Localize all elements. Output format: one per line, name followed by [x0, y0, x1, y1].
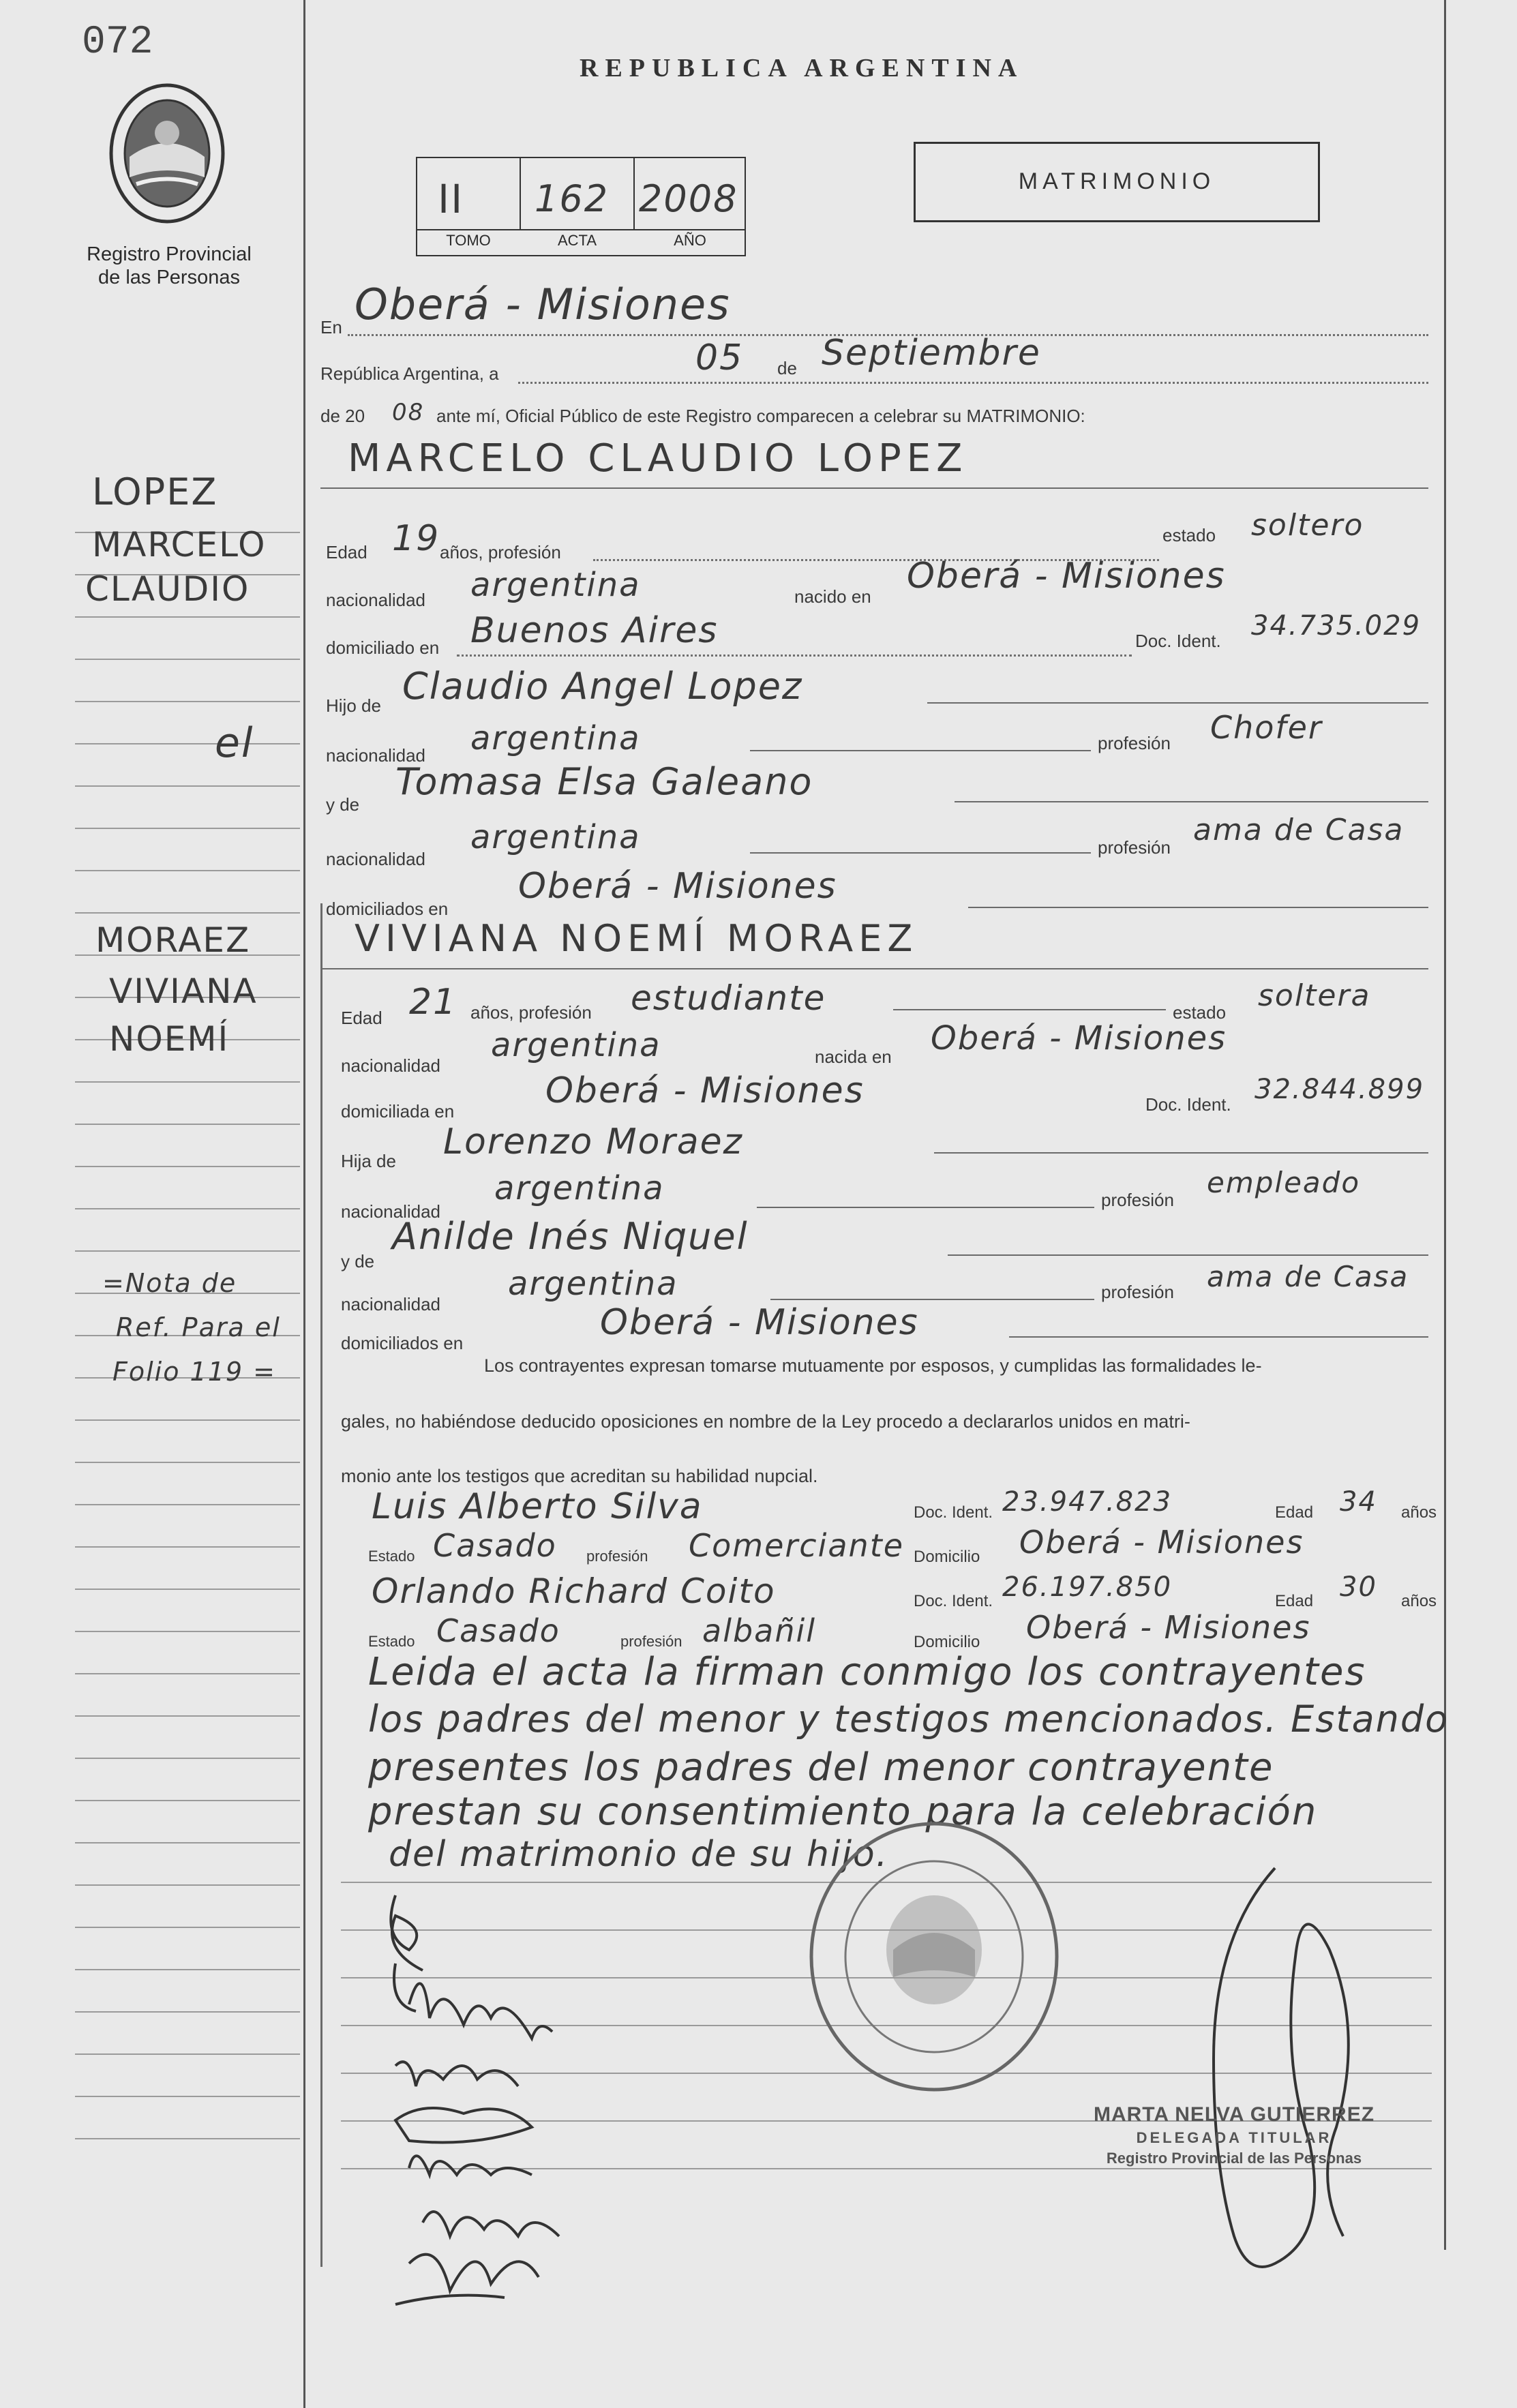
witness-2-estado: Casado — [436, 1612, 560, 1649]
party-signatures — [368, 1854, 641, 2332]
closing-note-line-5: del matrimonio de su hijo. — [389, 1834, 889, 1875]
groom-father: Claudio Angel Lopez — [402, 665, 803, 708]
official-stamp — [1077, 2103, 1391, 2167]
bride-birthplace: Oberá - Misiones — [931, 1019, 1227, 1057]
closing-note-line-3: presentes los padres del menor contrayente — [368, 1745, 1274, 1790]
record-type-box — [914, 142, 1320, 222]
margin-groom-name-2: CLAUDIO — [85, 569, 250, 609]
groom-nacionalidad: argentina — [470, 566, 641, 604]
bride-name: VIVIANA NOEMÍ MORAEZ — [355, 917, 918, 960]
official-stamp-role: DELEGADA TITULAR — [1136, 2129, 1332, 2146]
marriage-certificate-page: 072 Registro Provincial de las Personas REPUBLICA ARGENTINA MATRIMONIO II 162 2008 TOMO ACTA AÑO En Oberá - Misiones República Argentina, a 05 de Septiembre de 20 08 ante mí, Oficial Público de este Registro comparecen a celebrar su MATRIMONIO: MARCELO CLAUDIO LOPEZ Edad 19 años, profesión estado soltero nacionalidad argentina nacido en Oberá - Misiones domiciliado en Buenos Aires Doc. Ident. 34.735.029 Hijo de Claudio Angel Lopez nacionalidad argentina profesión Chofer y de Tomasa Elsa Galeano nacionalidad argentina profesión ama de Casa domiciliados en Oberá - Misiones VIVIANA NOEMÍ MORAEZ Edad 21 años, profesión estudiante estado soltera nacionalidad argentina nacida en Oberá - Misiones domiciliada en Oberá - Misiones Doc. Ident. 32.844.899 Hija de Lorenzo Moraez nacionalidad argentina profesión empleado y de Anilde Inés Niquel nacionalidad argentina profesión ama de Casa domiciliados en Oberá - Misiones Los contrayentes expresan tomarse mutuamente por esposos, y cumplidas las formalidades le- gales, no habiéndose deducido oposiciones en nombre de la Ley procedo a declararlos unidos en matri- monio ante los testigos que acreditan su habilidad nupcial. Luis Alberto Silva Doc. Ident. 23.947.823 Edad 34 años Estado Casado profesión Comerciante Domicilio Oberá - Misiones Orlando Richard Coito Doc. Ident. 26.197.850 Edad 30 años Estado Casado profesión albañil Domicilio Oberá - Misiones Leida el acta la firman conmigo los contrayentes los padres del menor y testigos mencionados. Estando presentes los padres del menor contrayente prestan su consentimiento para la celebración del matrimonio de su hijo. LOPEZ MARCELO CLAUDIO el MORAEZ VIVIANA NOEMÍ =Nota de Ref. Para el Folio 119 = MARTA NELVA GUTIERREZ DELEGADA TITULAR Registro Provincial de las Personas — [0, 0, 1517, 2408]
groom-birthplace: Oberá - Misiones — [907, 556, 1226, 597]
bride-mother: Anilde Inés Niquel — [392, 1215, 749, 1258]
registry-name: Registro Provincial de las Personas — [87, 243, 252, 288]
anio-label: AÑO — [674, 232, 706, 249]
official-stamp-office: Registro Provincial de las Personas — [1106, 2150, 1362, 2167]
margin-groom-surname: LOPEZ — [92, 470, 218, 513]
margin-bride-name-2: NOEMÍ — [109, 1019, 230, 1059]
republica-label: República Argentina, a — [320, 363, 499, 384]
closing-note-line-4: prestan su consentimiento para la celebración — [368, 1790, 1318, 1834]
margin-groom-name-1: MARCELO — [92, 525, 267, 565]
record-type: MATRIMONIO — [1018, 168, 1216, 194]
inner-divider — [320, 903, 322, 2267]
margin-divider — [303, 0, 305, 2408]
witness-1-domicilio: Oberá - Misiones — [1019, 1524, 1304, 1561]
de-year-label: de 20 — [320, 406, 365, 426]
witness-2-domicilio: Oberá - Misiones — [1026, 1609, 1311, 1646]
right-border — [1444, 0, 1446, 2250]
acta-label: ACTA — [557, 232, 597, 249]
groom-domicilio: Buenos Aires — [470, 610, 719, 651]
place: Oberá - Misiones — [355, 280, 731, 329]
intro-statement: ante mí, Oficial Público de este Registro comparecen a celebrar su MATRIMONIO: — [436, 406, 1085, 426]
bride-father-prof: empleado — [1207, 1166, 1361, 1199]
closing-note-line-2: los padres del menor y testigos mencionados. Estando — [368, 1698, 1450, 1741]
bride-mother-prof: ama de Casa — [1207, 1260, 1409, 1293]
declaration-line-1: Los contrayentes expresan tomarse mutuamente por esposos, y cumplidas las formalidades le- — [484, 1355, 1262, 1376]
witness-1-doc: 23.947.823 — [1002, 1486, 1173, 1518]
margin-bride-name-1: VIVIANA — [109, 972, 258, 1011]
groom-mother-prof: ama de Casa — [1193, 813, 1405, 847]
month: Septiembre — [822, 333, 1041, 374]
bride-domicilio: Oberá - Misiones — [545, 1070, 865, 1111]
groom-doc: 34.735.029 — [1251, 610, 1422, 642]
acta-value: 162 — [535, 177, 610, 220]
groom-father-prof: Chofer — [1210, 709, 1323, 746]
province-seal — [102, 75, 232, 232]
groom-mother: Tomasa Elsa Galeano — [395, 760, 813, 803]
anio-value: 2008 — [639, 177, 738, 220]
official-stamp-name: MARTA NELVA GUTIERREZ — [1093, 2103, 1375, 2126]
witness-2-name: Orlando Richard Coito — [372, 1571, 776, 1611]
closing-note-line-1: Leida el acta la firman conmigo los contrayentes — [368, 1650, 1366, 1694]
witness-1-profesion: Comerciante — [689, 1527, 905, 1564]
witness-2-profesion: albañil — [702, 1612, 817, 1649]
groom-name: MARCELO CLAUDIO LOPEZ — [348, 436, 968, 481]
declaration-line-2: gales, no habiéndose deducido oposiciones en nombre de la Ley procedo a declararlos unidos en matri- — [341, 1411, 1190, 1432]
declaration-line-3: monio ante los testigos que acreditan su habilidad nupcial. — [341, 1466, 818, 1486]
margin-bride-surname: MORAEZ — [95, 920, 251, 960]
bride-mother-nac: argentina — [508, 1265, 678, 1303]
groom-estado: soltero — [1251, 508, 1364, 543]
bride-nacionalidad: argentina — [491, 1026, 661, 1064]
witness-2-doc: 26.197.850 — [1002, 1571, 1173, 1603]
de-label: de — [777, 358, 797, 378]
bride-profesion: estudiante — [631, 978, 826, 1018]
witness-2-age: 30 — [1340, 1571, 1377, 1603]
registration-box — [416, 157, 746, 256]
bride-estado: soltera — [1258, 978, 1371, 1013]
country-title: REPUBLICA ARGENTINA — [580, 54, 1024, 82]
tomo-value: II — [438, 176, 464, 222]
groom-mother-nac: argentina — [470, 818, 641, 856]
bride-parents-dom: Oberá - Misiones — [600, 1302, 919, 1343]
witness-1-name: Luis Alberto Silva — [372, 1486, 703, 1527]
groom-father-nac: argentina — [470, 719, 641, 757]
registry-round-stamp — [798, 1813, 1070, 2100]
witness-1-estado: Casado — [433, 1527, 557, 1564]
serial-number: 072 — [82, 20, 153, 65]
en-label: En — [320, 317, 342, 337]
margin-note-line-2: Ref. Para el — [116, 1312, 281, 1342]
bride-doc: 32.844.899 — [1255, 1074, 1425, 1105]
witness-1-age: 34 — [1340, 1486, 1377, 1518]
bride-age: 21 — [409, 982, 457, 1023]
margin-connector: el — [215, 719, 254, 767]
year-suffix: 08 — [392, 399, 425, 426]
day: 05 — [695, 337, 744, 378]
bride-father-nac: argentina — [494, 1169, 665, 1207]
bride-father: Lorenzo Moraez — [443, 1122, 743, 1162]
tomo-label: TOMO — [446, 232, 491, 249]
groom-age: 19 — [392, 518, 440, 559]
margin-note-line-1: =Nota de — [102, 1268, 237, 1298]
official-signature — [1173, 1854, 1377, 2318]
groom-parents-dom: Oberá - Misiones — [518, 866, 837, 907]
margin-note-line-3: Folio 119 = — [112, 1357, 276, 1387]
